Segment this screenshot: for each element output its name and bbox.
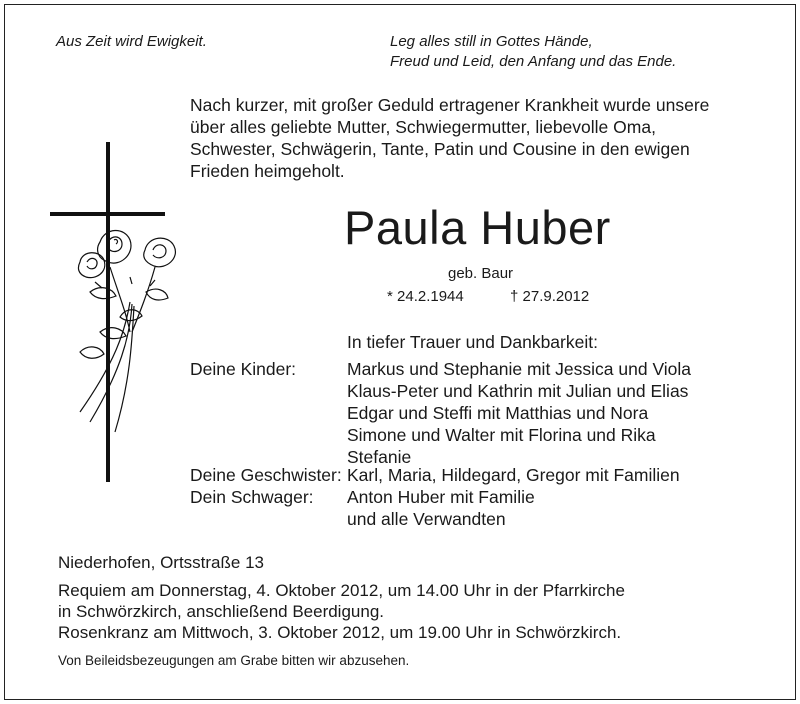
condolence-note: Von Beileidsbezeugungen am Grabe bitten wir abzusehen. [58,653,410,668]
intro-line-2: über alles geliebte Mutter, Schwiegermutter, liebevolle Oma, [190,117,656,137]
service-line-2: in Schwörzkirch, anschließend Beerdigung. [58,602,385,621]
maiden-name: geb. Baur [448,265,514,282]
deceased-name: Paula Huber [344,201,611,254]
intro-line-1: Nach kurzer, mit großer Geduld ertragener Krankheit wurde unsere [190,95,710,115]
roses-icon [60,222,190,442]
service-info [58,580,625,643]
children-line-2: Klaus-Peter und Kathrin mit Julian und Elias [347,381,689,401]
brother-in-law: Anton Huber mit Familie [347,487,535,507]
quote-right-line-1: Leg alles still in Gottes Hände, [390,33,593,50]
intro-line-4: Frieden heimgeholt. [190,161,345,181]
quote-right [390,32,676,72]
quote-left: Aus Zeit wird Ewigkeit. [56,33,207,50]
children-line-3: Edgar und Steffi mit Matthias und Nora [347,403,649,423]
intro-line-3: Schwester, Schwägerin, Tante, Patin und Cousine in den ewigen [190,139,690,159]
children-line-5: Stefanie [347,447,412,467]
service-line-1: Requiem am Donnerstag, 4. Oktober 2012, um 14.00 Uhr in der Pfarrkirche [58,581,625,600]
children-line-4: Simone und Walter mit Florina und Rika [347,425,656,445]
siblings-list: Karl, Maria, Hildegard, Gregor mit Familien [347,465,680,485]
address: Niederhofen, Ortsstraße 13 [58,553,264,572]
brother-in-law-label: Dein Schwager: [190,487,314,507]
children-label: Deine Kinder: [190,359,297,379]
children-line-1: Markus und Stephanie mit Jessica und Viola [347,359,692,379]
birth-date: * 24.2.1944 [387,288,464,305]
service-line-3: Rosenkranz am Mittwoch, 3. Oktober 2012, um 19.00 Uhr in Schwörzkirch. [58,623,622,642]
children-list [347,358,691,468]
relatives: und alle Verwandten [347,509,506,529]
quote-right-line-2: Freud und Leid, den Anfang und das Ende. [390,53,677,70]
mourning-intro: In tiefer Trauer und Dankbarkeit: [347,332,598,352]
intro-text [190,94,750,182]
siblings-label: Deine Geschwister: [190,465,342,485]
death-date: † 27.9.2012 [510,288,590,305]
